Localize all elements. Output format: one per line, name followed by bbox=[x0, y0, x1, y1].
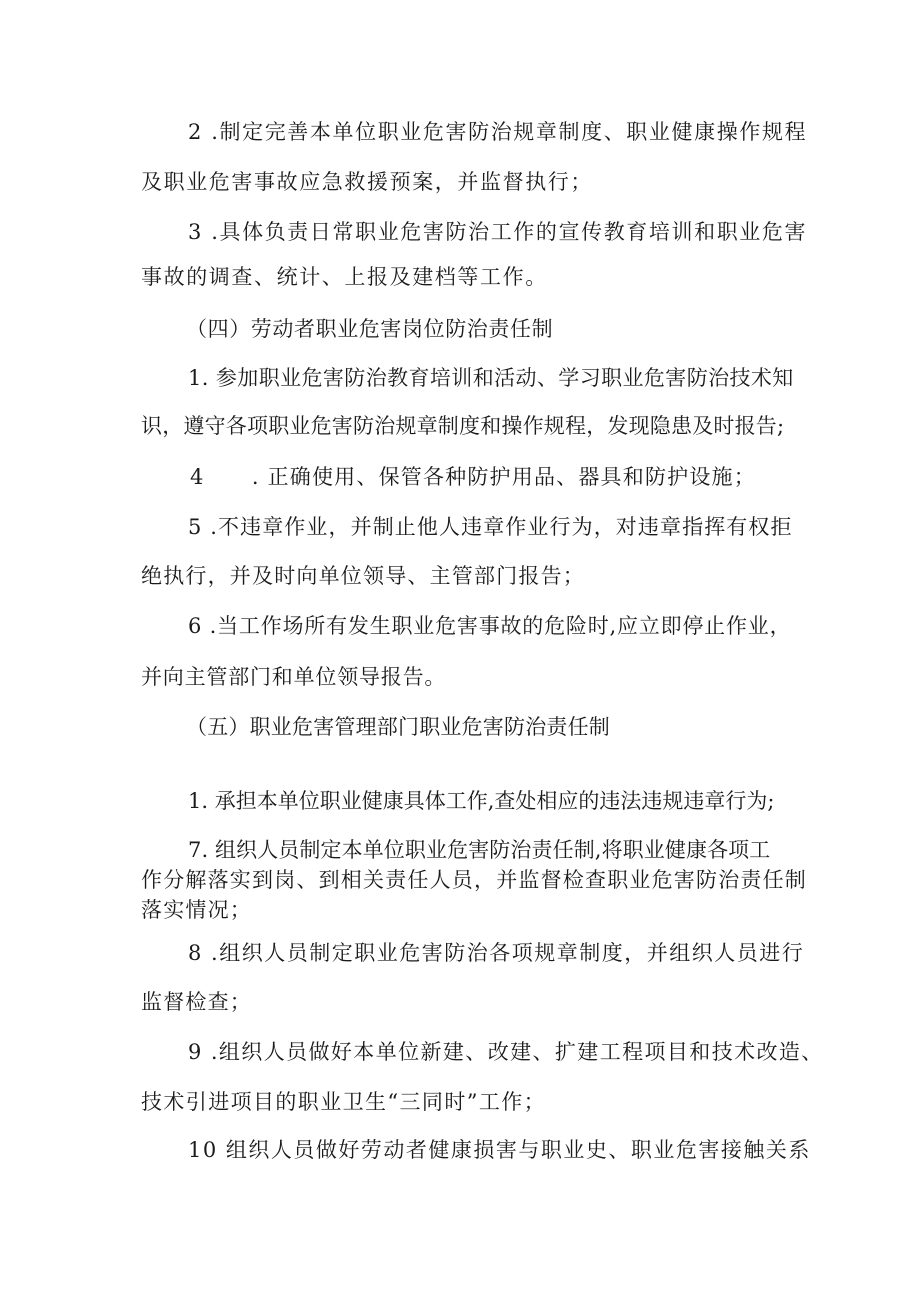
text-line: 事故的调查、统计、上报及建档等工作。 bbox=[141, 265, 548, 289]
text-line: 9 .组织人员做好本单位新建、改建、扩建工程项目和技术改造、 bbox=[188, 1040, 824, 1064]
text-line: 3 .具体负责日常职业危害防治工作的宣传教育培训和职业危害 bbox=[188, 220, 808, 244]
text-line: 2 .制定完善本单位职业危害防治规章制度、职业健康操作规程 bbox=[188, 120, 808, 144]
text-line: 识，遵守各项职业危害防治规章制度和操作规程，发现隐患及时报告; bbox=[141, 414, 785, 438]
text-line: 作分解落实到岗、到相关责任人员，并监督检查职业危害防治责任制 bbox=[141, 868, 807, 892]
text-line: 及职业危害事故应急救援预案，并监督执行； bbox=[141, 170, 593, 194]
text-line: 4 . 正确使用、保管各种防护用品、器具和防护设施； bbox=[190, 465, 756, 489]
text-line: 1. 参加职业危害防治教育培训和活动、学习职业危害防治技术知 bbox=[188, 366, 794, 390]
text-line: 8 .组织人员制定职业危害防治各项规章制度，并组织人员进行 bbox=[188, 941, 805, 965]
text-line: 1. 承担本单位职业健康具体工作,查处相应的违法违规违章行为; bbox=[188, 789, 775, 813]
text-line: 10 组织人员做好劳动者健康损害与职业史、职业危害接触关系 bbox=[188, 1138, 811, 1162]
text-line: 监督检查； bbox=[141, 990, 252, 1014]
section-heading: （四）劳动者职业危害岗位防治责任制 bbox=[186, 317, 554, 341]
text-line: 落实情况； bbox=[141, 898, 252, 922]
text-line: 6 .当工作场所有发生职业危害事故的危险时,应立即停止作业， bbox=[188, 614, 792, 638]
text-line: 技术引进项目的职业卫生“三同时”工作； bbox=[141, 1090, 547, 1114]
text-line: 5 .不违章作业，并制止他人违章作业行为，对违章指挥有权拒 bbox=[188, 515, 793, 539]
text-line: 7. 组织人员制定本单位职业危害防治责任制,将职业健康各项工 bbox=[188, 838, 771, 862]
section-heading: （五）职业危害管理部门职业危害防治责任制 bbox=[186, 715, 610, 739]
text-line: 绝执行，并及时向单位领导、主管部门报告； bbox=[141, 564, 585, 588]
text-line: 并向主管部门和单位领导报告。 bbox=[141, 665, 447, 689]
